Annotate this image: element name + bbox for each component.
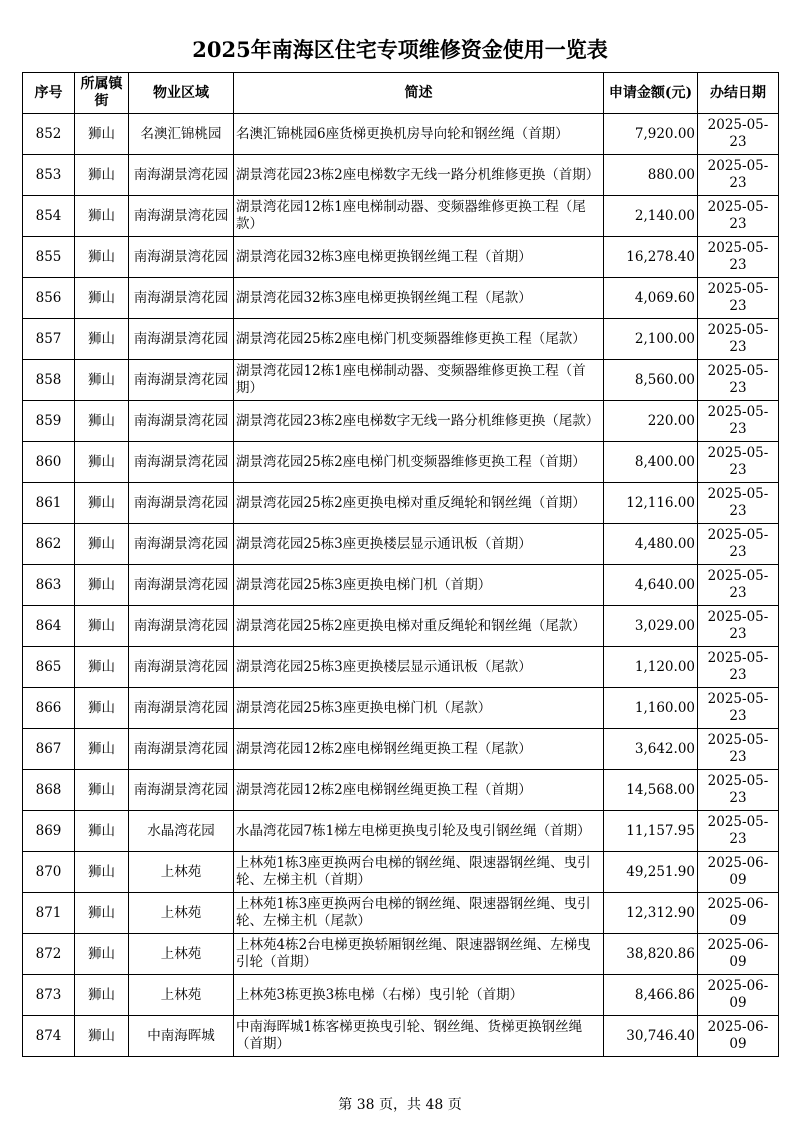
cell-no: 854: [23, 196, 75, 237]
cell-date: 2025-05-23: [698, 401, 779, 442]
cell-desc: 湖景湾花园32栋3座电梯更换钢丝绳工程（尾款）: [234, 278, 604, 319]
cell-town: 狮山: [75, 1016, 129, 1057]
header-date: 办结日期: [698, 73, 779, 114]
cell-amount: 30,746.40: [604, 1016, 698, 1057]
cell-area: 南海湖景湾花园: [129, 237, 234, 278]
cell-no: 874: [23, 1016, 75, 1057]
cell-area: 南海湖景湾花园: [129, 442, 234, 483]
cell-area: 南海湖景湾花园: [129, 483, 234, 524]
cell-desc: 湖景湾花园25栋2座更换电梯对重反绳轮和钢丝绳（尾款）: [234, 606, 604, 647]
cell-amount: 11,157.95: [604, 811, 698, 852]
cell-desc: 湖景湾花园25栋2座电梯门机变频器维修更换工程（首期）: [234, 442, 604, 483]
cell-town: 狮山: [75, 811, 129, 852]
cell-amount: 4,069.60: [604, 278, 698, 319]
cell-date: 2025-06-09: [698, 852, 779, 893]
cell-town: 狮山: [75, 975, 129, 1016]
table-row: [23, 524, 779, 565]
cell-town: 狮山: [75, 893, 129, 934]
cell-desc: 水晶湾花园7栋1梯左电梯更换曳引轮及曳引钢丝绳（首期）: [234, 811, 604, 852]
cell-town: 狮山: [75, 606, 129, 647]
cell-date: 2025-05-23: [698, 319, 779, 360]
cell-amount: 38,820.86: [604, 934, 698, 975]
cell-amount: 12,116.00: [604, 483, 698, 524]
cell-town: 狮山: [75, 524, 129, 565]
table-row: [23, 237, 779, 278]
cell-amount: 2,140.00: [604, 196, 698, 237]
cell-amount: 8,466.86: [604, 975, 698, 1016]
cell-date: 2025-06-09: [698, 1016, 779, 1057]
table-row: [23, 893, 779, 934]
cell-town: 狮山: [75, 934, 129, 975]
cell-date: 2025-05-23: [698, 360, 779, 401]
cell-amount: 4,640.00: [604, 565, 698, 606]
cell-no: 865: [23, 647, 75, 688]
cell-desc: 上林苑1栋3座更换两台电梯的钢丝绳、限速器钢丝绳、曳引轮、左梯主机（首期）: [234, 852, 604, 893]
cell-date: 2025-06-09: [698, 893, 779, 934]
cell-amount: 7,920.00: [604, 114, 698, 155]
cell-no: 857: [23, 319, 75, 360]
cell-desc: 上林苑3栋更换3栋电梯（右梯）曳引轮（首期）: [234, 975, 604, 1016]
cell-no: 873: [23, 975, 75, 1016]
table-row: [23, 811, 779, 852]
cell-no: 859: [23, 401, 75, 442]
cell-date: 2025-05-23: [698, 114, 779, 155]
cell-date: 2025-05-23: [698, 606, 779, 647]
header-area: 物业区域: [129, 73, 234, 114]
cell-desc: 中南海晖城1栋客梯更换曳引轮、钢丝绳、货梯更换钢丝绳（首期）: [234, 1016, 604, 1057]
table-row: [23, 1016, 779, 1057]
cell-amount: 1,120.00: [604, 647, 698, 688]
cell-no: 864: [23, 606, 75, 647]
cell-town: 狮山: [75, 360, 129, 401]
cell-no: 852: [23, 114, 75, 155]
cell-amount: 3,642.00: [604, 729, 698, 770]
cell-town: 狮山: [75, 278, 129, 319]
cell-date: 2025-05-23: [698, 565, 779, 606]
cell-area: 南海湖景湾花园: [129, 770, 234, 811]
cell-area: 南海湖景湾花园: [129, 647, 234, 688]
cell-date: 2025-05-23: [698, 155, 779, 196]
cell-area: 南海湖景湾花园: [129, 688, 234, 729]
cell-area: 南海湖景湾花园: [129, 524, 234, 565]
cell-area: 南海湖景湾花园: [129, 606, 234, 647]
cell-area: 南海湖景湾花园: [129, 565, 234, 606]
table-row: [23, 319, 779, 360]
table-row: [23, 729, 779, 770]
cell-amount: 220.00: [604, 401, 698, 442]
cell-date: 2025-05-23: [698, 729, 779, 770]
cell-desc: 湖景湾花园25栋3座更换电梯门机（首期）: [234, 565, 604, 606]
cell-no: 870: [23, 852, 75, 893]
cell-town: 狮山: [75, 196, 129, 237]
cell-date: 2025-05-23: [698, 442, 779, 483]
cell-no: 862: [23, 524, 75, 565]
table-row: [23, 606, 779, 647]
cell-area: 南海湖景湾花园: [129, 360, 234, 401]
cell-town: 狮山: [75, 647, 129, 688]
cell-desc: 名澳汇锦桃园6座货梯更换机房导向轮和钢丝绳（首期）: [234, 114, 604, 155]
cell-town: 狮山: [75, 237, 129, 278]
cell-no: 853: [23, 155, 75, 196]
cell-no: 863: [23, 565, 75, 606]
cell-no: 869: [23, 811, 75, 852]
cell-desc: 湖景湾花园25栋2座电梯门机变频器维修更换工程（尾款）: [234, 319, 604, 360]
cell-desc: 上林苑1栋3座更换两台电梯的钢丝绳、限速器钢丝绳、曳引轮、左梯主机（尾款）: [234, 893, 604, 934]
cell-desc: 上林苑4栋2台电梯更换轿厢钢丝绳、限速器钢丝绳、左梯曳引轮（首期）: [234, 934, 604, 975]
cell-amount: 12,312.90: [604, 893, 698, 934]
cell-town: 狮山: [75, 770, 129, 811]
cell-amount: 880.00: [604, 155, 698, 196]
cell-town: 狮山: [75, 442, 129, 483]
cell-date: 2025-05-23: [698, 196, 779, 237]
table-row: [23, 934, 779, 975]
cell-area: 南海湖景湾花园: [129, 196, 234, 237]
cell-no: 871: [23, 893, 75, 934]
fund-usage-table: [22, 72, 779, 1057]
cell-town: 狮山: [75, 852, 129, 893]
cell-date: 2025-05-23: [698, 524, 779, 565]
cell-amount: 8,560.00: [604, 360, 698, 401]
header-town: 所属镇街: [75, 73, 129, 114]
header-amount: 申请金额(元): [604, 73, 698, 114]
cell-area: 水晶湾花园: [129, 811, 234, 852]
cell-date: 2025-05-23: [698, 770, 779, 811]
cell-no: 866: [23, 688, 75, 729]
cell-desc: 湖景湾花园12栋2座电梯钢丝绳更换工程（尾款）: [234, 729, 604, 770]
table-row: [23, 688, 779, 729]
cell-no: 861: [23, 483, 75, 524]
header-no: 序号: [23, 73, 75, 114]
cell-area: 南海湖景湾花园: [129, 155, 234, 196]
cell-no: 872: [23, 934, 75, 975]
table-row: [23, 155, 779, 196]
table-header-row: [23, 73, 779, 114]
cell-area: 南海湖景湾花园: [129, 729, 234, 770]
page-number: 第 38 页，共 48 页: [338, 1097, 462, 1113]
cell-town: 狮山: [75, 401, 129, 442]
cell-no: 858: [23, 360, 75, 401]
cell-area: 中南海晖城: [129, 1016, 234, 1057]
cell-amount: 1,160.00: [604, 688, 698, 729]
table-row: [23, 196, 779, 237]
page-title: 2025年南海区住宅专项维修资金使用一览表: [192, 37, 608, 62]
cell-date: 2025-06-09: [698, 975, 779, 1016]
cell-area: 上林苑: [129, 975, 234, 1016]
cell-area: 南海湖景湾花园: [129, 319, 234, 360]
cell-town: 狮山: [75, 565, 129, 606]
cell-date: 2025-06-09: [698, 934, 779, 975]
table-row: [23, 647, 779, 688]
cell-town: 狮山: [75, 483, 129, 524]
cell-amount: 2,100.00: [604, 319, 698, 360]
cell-date: 2025-05-23: [698, 647, 779, 688]
header-desc: 简述: [234, 73, 604, 114]
cell-date: 2025-05-23: [698, 811, 779, 852]
cell-town: 狮山: [75, 155, 129, 196]
cell-amount: 3,029.00: [604, 606, 698, 647]
cell-desc: 湖景湾花园12栋1座电梯制动器、变频器维修更换工程（首期）: [234, 360, 604, 401]
cell-area: 名澳汇锦桃园: [129, 114, 234, 155]
cell-date: 2025-05-23: [698, 688, 779, 729]
cell-no: 868: [23, 770, 75, 811]
cell-desc: 湖景湾花园23栋2座电梯数字无线一路分机维修更换（尾款）: [234, 401, 604, 442]
cell-area: 南海湖景湾花园: [129, 278, 234, 319]
cell-amount: 14,568.00: [604, 770, 698, 811]
table-row: [23, 483, 779, 524]
cell-desc: 湖景湾花园25栋2座更换电梯对重反绳轮和钢丝绳（首期）: [234, 483, 604, 524]
cell-desc: 湖景湾花园12栋1座电梯制动器、变频器维修更换工程（尾款）: [234, 196, 604, 237]
table-row: [23, 114, 779, 155]
cell-desc: 湖景湾花园25栋3座更换楼层显示通讯板（首期）: [234, 524, 604, 565]
table-row: [23, 442, 779, 483]
table-row: [23, 975, 779, 1016]
cell-desc: 湖景湾花园25栋3座更换楼层显示通讯板（尾款）: [234, 647, 604, 688]
table-row: [23, 278, 779, 319]
cell-amount: 16,278.40: [604, 237, 698, 278]
cell-area: 上林苑: [129, 852, 234, 893]
cell-amount: 8,400.00: [604, 442, 698, 483]
cell-no: 860: [23, 442, 75, 483]
cell-town: 狮山: [75, 688, 129, 729]
table-row: [23, 401, 779, 442]
cell-no: 856: [23, 278, 75, 319]
cell-desc: 湖景湾花园32栋3座电梯更换钢丝绳工程（首期）: [234, 237, 604, 278]
cell-desc: 湖景湾花园12栋2座电梯钢丝绳更换工程（首期）: [234, 770, 604, 811]
cell-desc: 湖景湾花园25栋3座更换电梯门机（尾款）: [234, 688, 604, 729]
table-row: [23, 565, 779, 606]
cell-area: 南海湖景湾花园: [129, 401, 234, 442]
cell-amount: 49,251.90: [604, 852, 698, 893]
cell-date: 2025-05-23: [698, 237, 779, 278]
cell-town: 狮山: [75, 319, 129, 360]
table-row: [23, 852, 779, 893]
cell-no: 867: [23, 729, 75, 770]
cell-desc: 湖景湾花园23栋2座电梯数字无线一路分机维修更换（首期）: [234, 155, 604, 196]
cell-town: 狮山: [75, 729, 129, 770]
cell-town: 狮山: [75, 114, 129, 155]
cell-no: 855: [23, 237, 75, 278]
cell-date: 2025-05-23: [698, 278, 779, 319]
cell-area: 上林苑: [129, 934, 234, 975]
table-row: [23, 770, 779, 811]
cell-amount: 4,480.00: [604, 524, 698, 565]
cell-area: 上林苑: [129, 893, 234, 934]
table-row: [23, 360, 779, 401]
cell-date: 2025-05-23: [698, 483, 779, 524]
